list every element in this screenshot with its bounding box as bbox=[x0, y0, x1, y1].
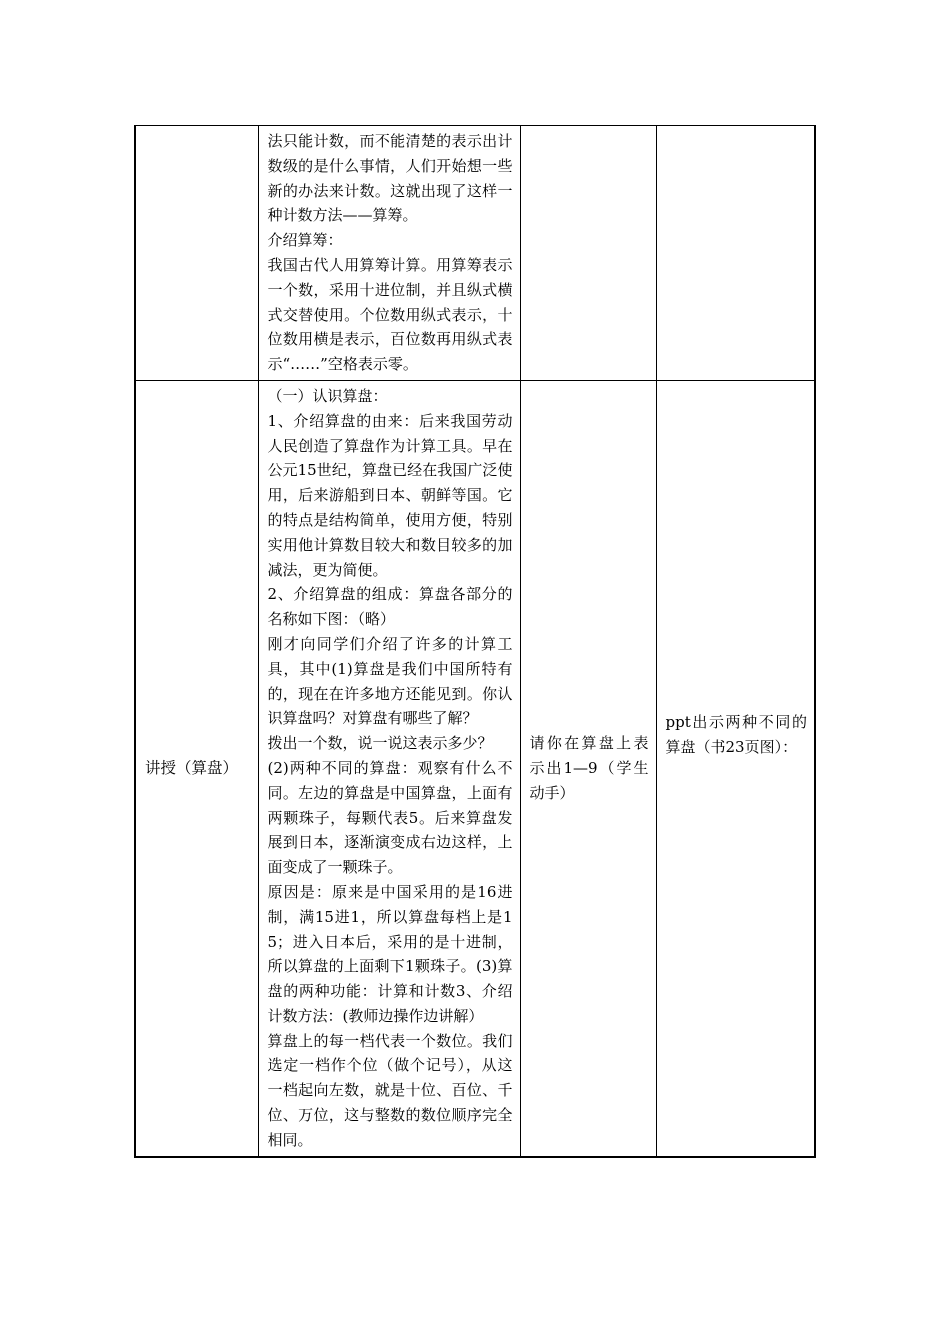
student-activity-cell-empty bbox=[520, 126, 656, 381]
paragraph: 法只能计数，而不能清楚的表示出计数级的是什么事情，人们开始想一些新的办法来计数。这就出现了这样一种计数方法——算筹。 bbox=[267, 132, 513, 225]
notes-text: ppt出示两种不同的算盘（书23页图）： bbox=[665, 713, 807, 756]
table-row-suanchou bbox=[135, 126, 815, 381]
paragraph: （一）认识算盘： bbox=[267, 386, 388, 405]
paragraph: 1、介绍算盘的由来：后来我国劳动人民创造了算盘作为计算工具。早在公元15世纪，算盘已经在我国广泛使用，后来游船到日本、朝鲜等国。它的特点是结构简单，使用方便，特别实用他计算数目较大和数目较多的加减法，更为简便。 bbox=[267, 411, 513, 579]
teacher-activity-cell bbox=[258, 380, 520, 1156]
paragraph: 2、介绍算盘的组成：算盘各部分的名称如下图：（略） bbox=[267, 585, 513, 629]
stage-cell-empty bbox=[135, 126, 258, 381]
lesson-plan-table bbox=[134, 125, 816, 1158]
paragraph: 介绍算筹： bbox=[267, 231, 343, 250]
notes-cell-empty bbox=[656, 126, 815, 381]
paragraph: 刚才向同学们介绍了许多的计算工具，其中(1)算盘是我们中国所特有的，现在在许多地方还能见到。你认识算盘吗？对算盘有哪些了解？ bbox=[267, 634, 513, 728]
notes-cell bbox=[656, 380, 815, 1156]
teacher-activity-cell bbox=[258, 126, 520, 381]
paragraph: 拨出一个数，说一说这表示多少？ bbox=[267, 734, 493, 753]
student-activity-cell: 请你在算盘上表示出1—9（学生动手） bbox=[520, 380, 656, 1156]
paragraph: (2)两种不同的算盘：观察有什么不同。左边的算盘是中国算盘，上面有两颗珠子，每颗代表5。后来算盘发展到日本，逐渐演变成右边这样，上面变成了一颗珠子。 bbox=[267, 758, 513, 877]
paragraph: 算盘上的每一档代表一个数位。我们选定一档作个位（做个记号），从这一档起向左数，就是十位、百位、千位、万位，这与整数的数位顺序完全相同。 bbox=[267, 1031, 513, 1149]
table-row-abacus bbox=[135, 380, 815, 1156]
stage-label-cell: 讲授（算盘） bbox=[135, 380, 258, 1156]
paragraph: 我国古代人用算筹计算。用算筹表示一个数，采用十进位制，并且纵式横式交替使用。个位数用纵式表示，十位数用横是表示，百位数再用纵式表示“……”空格表示零。 bbox=[267, 255, 513, 374]
paragraph: 原因是：原来是中国采用的是16进制，满15进1，所以算盘每档上是15；进入日本后，采用的是十进制，所以算盘的上面剩下1颗珠子。(3)算盘的两种功能：计算和计数3、介绍计数方法：(教师边操作边讲解） bbox=[267, 882, 513, 1025]
